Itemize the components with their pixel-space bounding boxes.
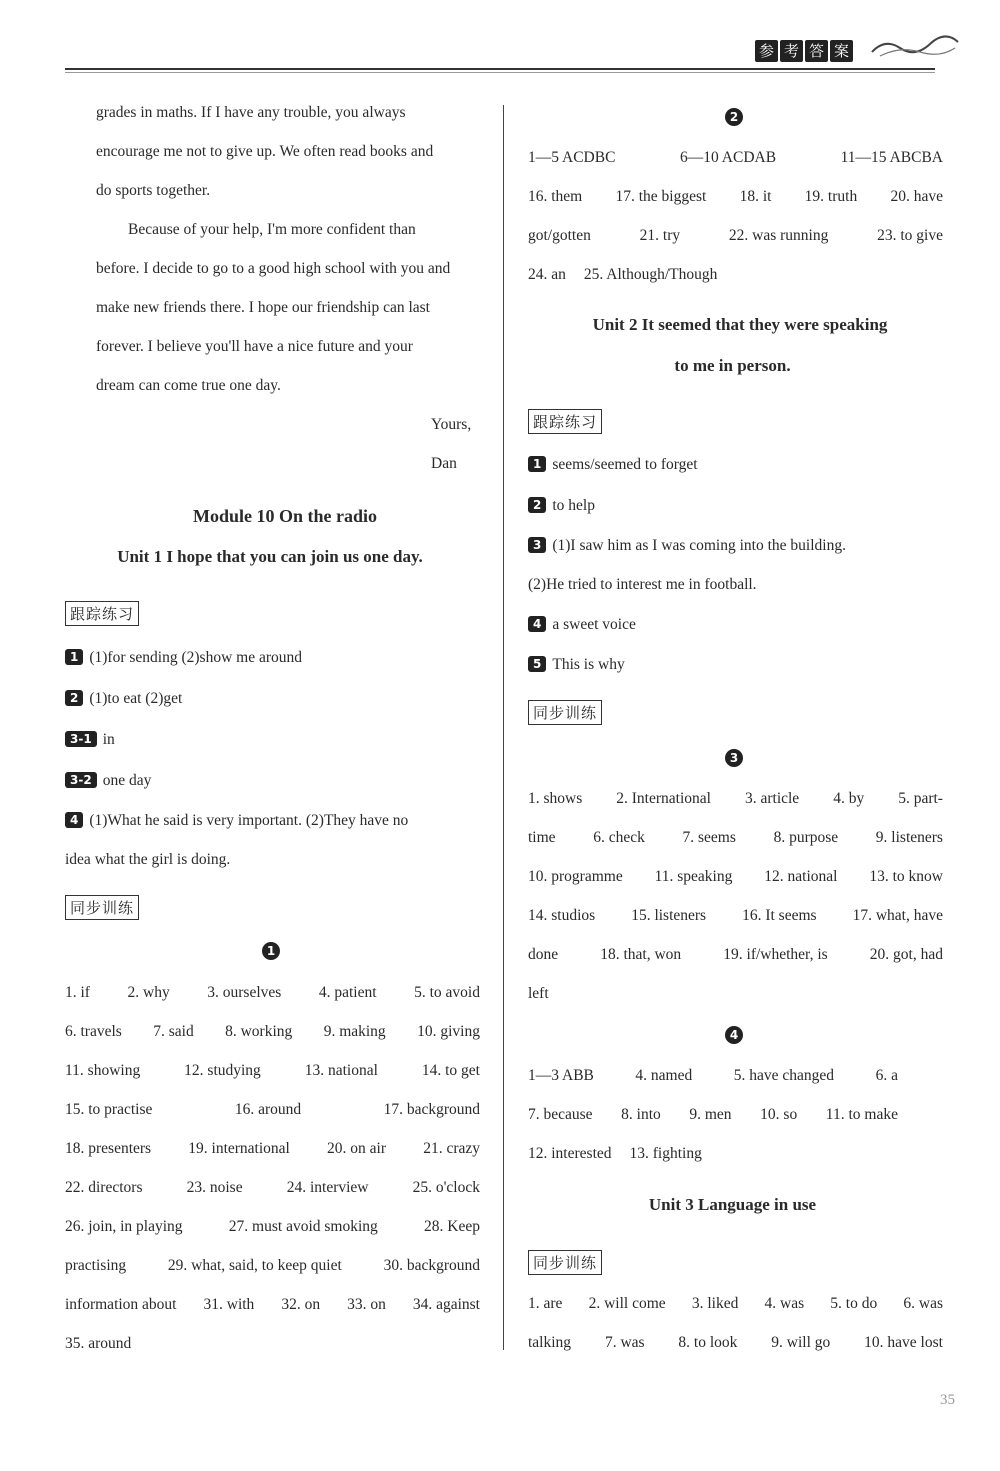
answer-item: 30. background: [383, 1257, 480, 1274]
letter-line: make new friends there. I hope our friendship can last: [96, 299, 430, 316]
exercise-number-circle: 2: [725, 108, 743, 126]
answer-item: left: [528, 985, 549, 1002]
answer-line: [65, 1062, 480, 1080]
answer-item: 23. to give: [877, 227, 943, 244]
answer-item: 22. directors: [65, 1179, 143, 1196]
answer-item: 25. o'clock: [412, 1179, 480, 1196]
answer-item: 23. noise: [186, 1179, 243, 1196]
answer-item: 3. ourselves: [207, 984, 282, 1001]
exercise-number-circle: 1: [262, 942, 280, 960]
answer-item: 6. was: [903, 1295, 943, 1312]
answer-item: 27. must avoid smoking: [228, 1218, 378, 1235]
answer-item: 29. what, said, to keep quiet: [167, 1257, 342, 1274]
answer-item: done: [528, 946, 559, 963]
track-item: 3-1 in: [65, 731, 115, 749]
answer-item: 31. with: [203, 1296, 255, 1313]
answer-line: [65, 984, 480, 1002]
answer-item: 26. join, in playing: [65, 1218, 183, 1235]
answer-line: [65, 1335, 480, 1353]
answer-item: 16. around: [234, 1101, 302, 1118]
answer-item: 8. into: [621, 1106, 661, 1123]
unit-title: Unit 2 It seemed that they were speaking: [592, 315, 888, 334]
answer-item: 21. try: [639, 227, 681, 244]
answer-item: 10. have lost: [864, 1334, 943, 1351]
answer-item: talking: [528, 1334, 572, 1351]
answer-item: 8. purpose: [773, 829, 839, 846]
answer-item: 7. seems: [682, 829, 736, 846]
letter-line: forever. I believe you'll have a nice future and your: [96, 338, 413, 355]
letter-signature: Dan: [431, 455, 457, 472]
answer-item: 1—5 ACDBC: [528, 149, 616, 166]
answer-item: 4. named: [635, 1067, 693, 1084]
answer-item: 21. crazy: [423, 1140, 480, 1157]
answer-line: [65, 1296, 480, 1314]
answer-item: 20. got, had: [869, 946, 943, 963]
section-box-sync: 同步训练: [528, 700, 602, 725]
section-box-sync: 同步训练: [65, 895, 139, 920]
answer-item: 28. Keep: [424, 1218, 480, 1235]
letter-line: grades in maths. If I have any trouble, you always: [96, 104, 406, 121]
answer-item: 1—3 ABB: [528, 1067, 594, 1084]
track-item: 3-2 one day: [65, 772, 151, 790]
exercise-number-circle: 3: [725, 749, 743, 767]
section-box-track: 跟踪练习: [65, 601, 139, 626]
label-char: 答: [805, 40, 828, 62]
answer-line: [528, 946, 943, 964]
answer-item: 34. against: [412, 1296, 480, 1313]
track-item: 2 (1)to eat (2)get: [65, 690, 182, 708]
answer-item: 2. will come: [588, 1295, 666, 1312]
answer-item: 4. by: [833, 790, 865, 807]
answer-item: 15. to practise: [65, 1101, 153, 1118]
answer-line: [65, 1218, 480, 1236]
answer-item: 16. It seems: [742, 907, 817, 924]
answer-item: 5. part-: [898, 790, 943, 807]
answer-item: 13. fighting: [629, 1145, 702, 1162]
answer-item: 22. was running: [728, 227, 829, 244]
unit-title: Unit 1 I hope that you can join us one day.: [117, 547, 423, 566]
answer-item: 17. what, have: [852, 907, 943, 924]
answer-item: 7. said: [153, 1023, 194, 1040]
answer-item: 9. will go: [771, 1334, 831, 1351]
answer-item: 2. why: [127, 984, 170, 1001]
track-item: 4 (1)What he said is very important. (2)They have no: [65, 812, 408, 830]
answer-item: 7. was: [604, 1334, 645, 1351]
answer-line: [65, 1023, 480, 1041]
answer-item: 19. if/whether, is: [723, 946, 828, 963]
answer-item: 10. so: [760, 1106, 798, 1123]
answer-item: 17. background: [383, 1101, 480, 1118]
answer-line: [528, 1334, 943, 1352]
answer-item: 12. national: [764, 868, 838, 885]
answer-item: 16. them: [528, 188, 583, 205]
answer-item: 8. working: [225, 1023, 293, 1040]
answer-item: 11. showing: [65, 1062, 141, 1079]
answer-item: 9. listeners: [875, 829, 943, 846]
letter-closing: Yours,: [431, 416, 472, 433]
answer-item: 5. have changed: [733, 1067, 835, 1084]
answer-line: [528, 188, 943, 206]
answer-item: 6. check: [593, 829, 645, 846]
unit-title: Unit 3 Language in use: [648, 1195, 817, 1214]
answer-item: 25. Although/Though: [583, 266, 718, 283]
answer-line: [65, 1257, 480, 1275]
answer-item: 1. shows: [528, 790, 583, 807]
answer-line: [65, 1101, 480, 1119]
answer-item: 1. if: [65, 984, 90, 1001]
answer-item: 10. giving: [417, 1023, 480, 1040]
answer-item: 11—15 ABCBA: [840, 149, 943, 166]
answer-item: 3. article: [744, 790, 800, 807]
answer-item: 12. studying: [184, 1062, 261, 1079]
answer-item: 24. an: [528, 266, 566, 283]
answer-item: 10. programme: [528, 868, 623, 885]
publisher-logo-icon: [870, 34, 960, 66]
answer-item: 12. interested: [528, 1145, 612, 1162]
label-char: 案: [830, 40, 853, 62]
answer-item: 17. the biggest: [615, 188, 707, 205]
answer-line: [528, 985, 943, 1003]
answer-line: [528, 266, 943, 284]
answer-item: 1. are: [528, 1295, 563, 1312]
answer-item: 20. on air: [327, 1140, 387, 1157]
answer-line: [528, 1106, 898, 1124]
answer-item: practising: [65, 1257, 127, 1274]
answer-line: [65, 1140, 480, 1158]
label-char: 参: [755, 40, 778, 62]
letter-line: before. I decide to go to a good high school with you and: [96, 260, 451, 277]
answer-item: 19. truth: [804, 188, 858, 205]
answer-item: 33. on: [347, 1296, 386, 1313]
answer-line: [528, 1145, 898, 1163]
track-item: 2 to help: [528, 497, 595, 515]
answer-item: 5. to avoid: [414, 984, 480, 1001]
answer-item: 14. studios: [528, 907, 596, 924]
answer-item: time: [528, 829, 556, 846]
answer-item: 9. men: [689, 1106, 732, 1123]
answer-line: [528, 227, 943, 245]
section-box-sync: 同步训练: [528, 1250, 602, 1275]
answer-item: 20. have: [890, 188, 943, 205]
answer-item: 13. to know: [869, 868, 943, 885]
column-divider: [503, 105, 504, 1350]
track-item: 1 seems/seemed to forget: [528, 456, 698, 474]
answer-item: got/gotten: [528, 227, 591, 244]
letter-line: dream can come true one day.: [96, 377, 281, 394]
module-title: Module 10 On the radio: [192, 506, 377, 526]
track-item: 3 (1)I saw him as I was coming into the building.: [528, 537, 846, 555]
track-item-cont: idea what the girl is doing.: [65, 851, 231, 868]
answer-item: 11. speaking: [654, 868, 733, 885]
answer-item: 18. that, won: [600, 946, 682, 963]
answer-item: 15. listeners: [631, 907, 707, 924]
answer-item: 35. around: [65, 1335, 132, 1352]
letter-line: encourage me not to give up. We often read books and: [96, 143, 434, 160]
answer-item: 13. national: [304, 1062, 378, 1079]
answer-line: [528, 868, 943, 886]
track-item: 4 a sweet voice: [528, 616, 636, 634]
answer-item: 9. making: [323, 1023, 386, 1040]
answer-item: 6. a: [875, 1067, 898, 1084]
track-item: 1 (1)for sending (2)show me around: [65, 649, 302, 667]
answer-item: 5. to do: [830, 1295, 878, 1312]
answer-line: [528, 790, 943, 808]
answer-item: 32. on: [281, 1296, 321, 1313]
answer-item: 6—10 ACDAB: [680, 149, 777, 166]
answer-item: information about: [65, 1296, 177, 1313]
answer-item: 18. it: [739, 188, 772, 205]
answer-item: 18. presenters: [65, 1140, 152, 1157]
label-char: 考: [780, 40, 803, 62]
page-number: 35: [940, 1392, 955, 1408]
answer-line: [65, 1179, 480, 1197]
answer-item: 4. patient: [318, 984, 377, 1001]
letter-line: do sports together.: [96, 182, 211, 199]
answer-item: 7. because: [528, 1106, 593, 1123]
answer-item: 6. travels: [65, 1023, 122, 1040]
section-label: [755, 40, 853, 62]
answer-item: 2. International: [616, 790, 711, 807]
answer-line: [528, 149, 943, 167]
answer-item: 8. to look: [678, 1334, 738, 1351]
answer-item: 19. international: [188, 1140, 290, 1157]
header-rule: [65, 72, 935, 73]
track-item: (2)He tried to interest me in football.: [528, 576, 757, 593]
header-rule: [65, 68, 935, 70]
answer-line: [528, 829, 943, 847]
answer-line: [528, 907, 943, 925]
answer-item: 24. interview: [286, 1179, 369, 1196]
answer-item: 3. liked: [691, 1295, 739, 1312]
answer-line: [528, 1067, 898, 1085]
section-box-track: 跟踪练习: [528, 409, 602, 434]
exercise-number-circle: 4: [725, 1026, 743, 1044]
answer-item: 11. to make: [825, 1106, 898, 1123]
unit-title: to me in person.: [674, 356, 791, 375]
answer-item: 14. to get: [421, 1062, 480, 1079]
track-item: 5 This is why: [528, 656, 625, 674]
answer-item: 4. was: [764, 1295, 805, 1312]
letter-line: Because of your help, I'm more confident than: [128, 221, 416, 238]
answer-line: [528, 1295, 943, 1313]
